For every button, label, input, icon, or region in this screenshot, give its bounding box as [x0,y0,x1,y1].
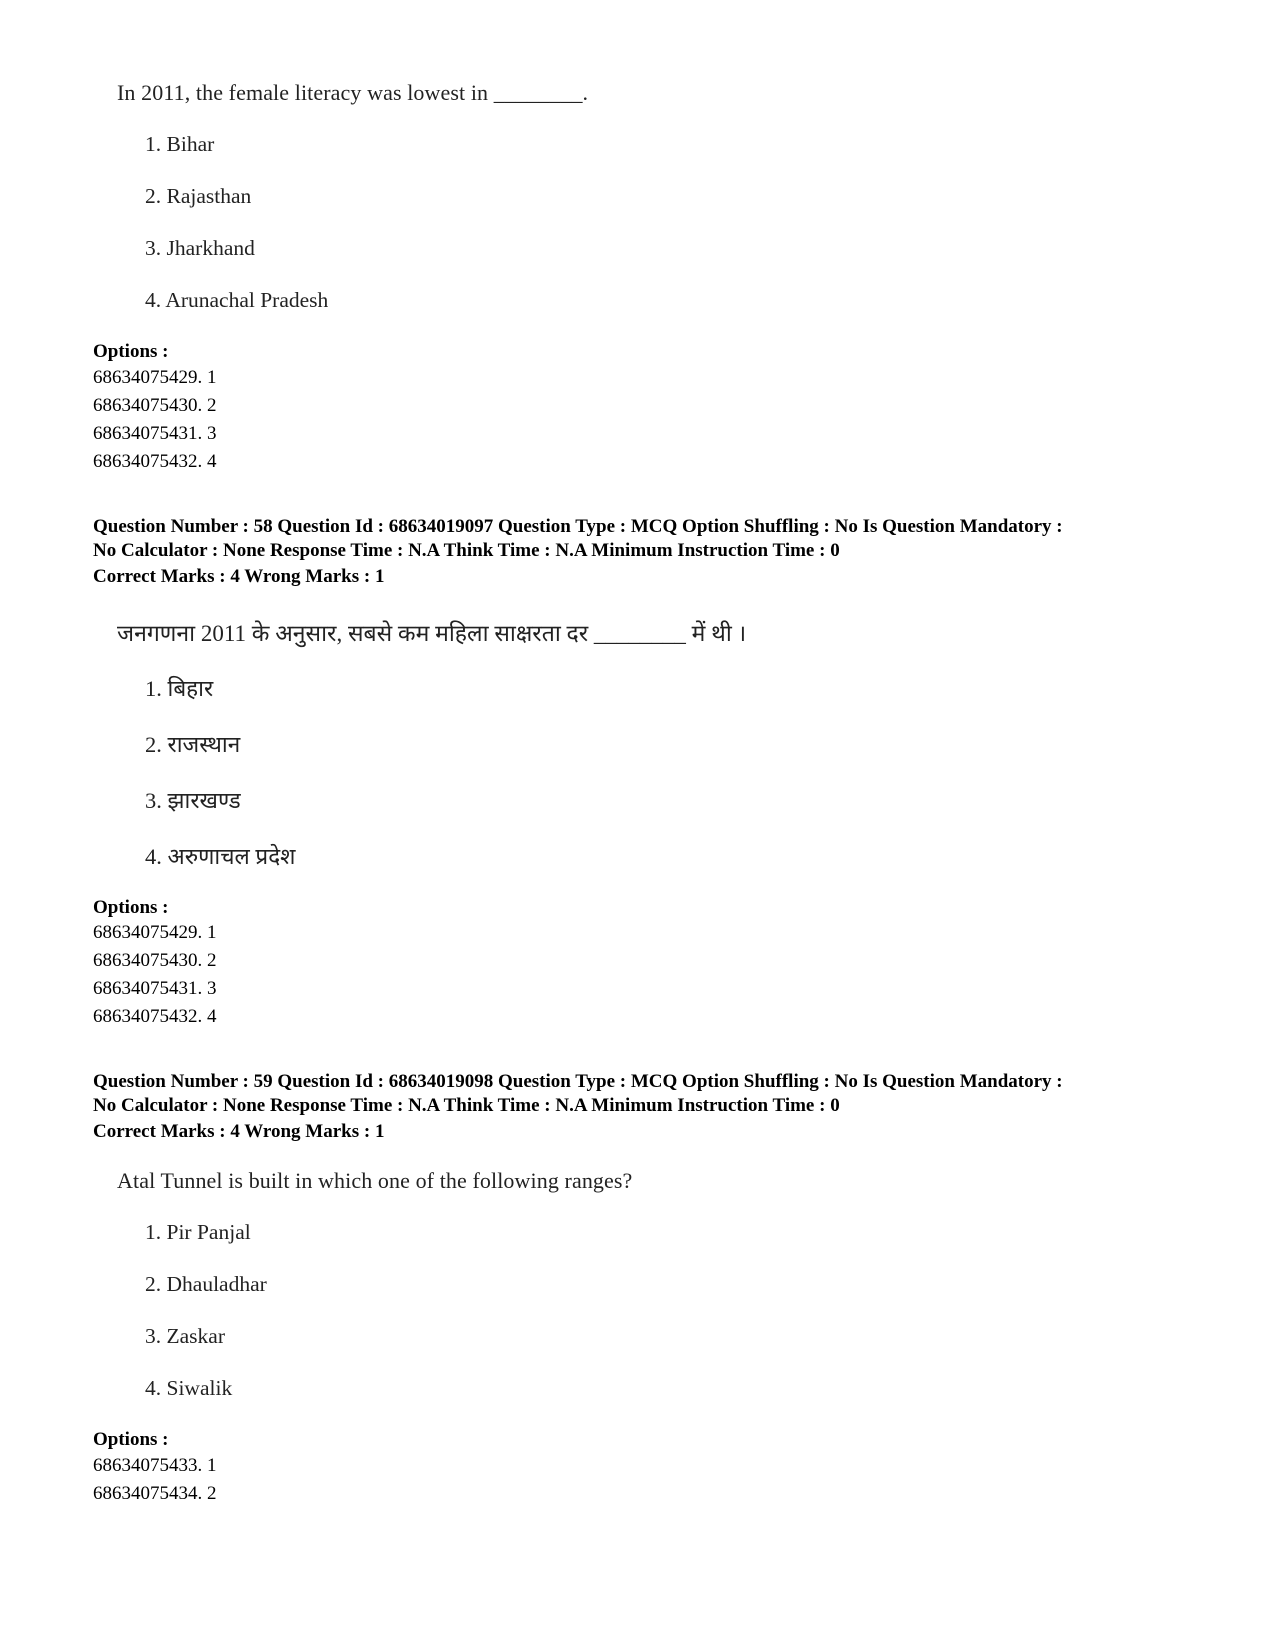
option-id-line: 68634075432. 4 [93,1006,217,1027]
choice-4: 4. Arunachal Pradesh [145,288,329,312]
option-id-line: 68634075433. 1 [93,1455,217,1476]
choice-4: 4. अरुणाचल प्रदेश [145,844,296,869]
question-meta-line: Question Number : 58 Question Id : 68634019097 Question Type : MCQ Option Shuffling : No Is Question Mandatory : [93,516,1063,537]
options-label: Options : [93,897,169,918]
choice-1: 1. बिहार [145,676,214,701]
option-id-line: 68634075430. 2 [93,395,217,416]
option-id-line: 68634075429. 1 [93,367,217,388]
options-label: Options : [93,341,169,362]
option-id-line: 68634075434. 2 [93,1483,217,1504]
choice-3: 3. झारखण्ड [145,788,241,813]
question-text: Atal Tunnel is built in which one of the following ranges? [117,1168,633,1193]
option-id-line: 68634075431. 3 [93,423,217,444]
question-meta-line: No Calculator : None Response Time : N.A Think Time : N.A Minimum Instruction Time : 0 [93,540,840,561]
choice-2: 2. Dhauladhar [145,1272,267,1296]
choice-4: 4. Siwalik [145,1376,233,1400]
choice-1: 1. Pir Panjal [145,1220,251,1244]
question-meta-line: Question Number : 59 Question Id : 68634019098 Question Type : MCQ Option Shuffling : No Is Question Mandatory : [93,1071,1063,1092]
options-label: Options : [93,1429,169,1450]
options-list [93,364,217,476]
choice-1: 1. Bihar [145,132,215,156]
marks-line: Correct Marks : 4 Wrong Marks : 1 [93,566,385,587]
question-header [93,1070,1063,1118]
question-header [93,515,1063,563]
choice-2: 2. Rajasthan [145,184,252,208]
option-id-line: 68634075432. 4 [93,451,217,472]
question-text: In 2011, the female literacy was lowest in ________. [117,80,589,105]
question-text: जनगणना 2011 के अनुसार, सबसे कम महिला साक्षरता दर ________ में थी । [117,621,747,646]
option-id-line: 68634075431. 3 [93,978,217,999]
choice-2: 2. राजस्थान [145,732,241,757]
options-list [93,919,217,1031]
question-meta-line: No Calculator : None Response Time : N.A Think Time : N.A Minimum Instruction Time : 0 [93,1095,840,1116]
choice-3: 3. Zaskar [145,1324,225,1348]
option-id-line: 68634075430. 2 [93,950,217,971]
marks-line: Correct Marks : 4 Wrong Marks : 1 [93,1121,385,1142]
choice-3: 3. Jharkhand [145,236,255,260]
option-id-line: 68634075429. 1 [93,922,217,943]
options-list [93,1452,217,1508]
